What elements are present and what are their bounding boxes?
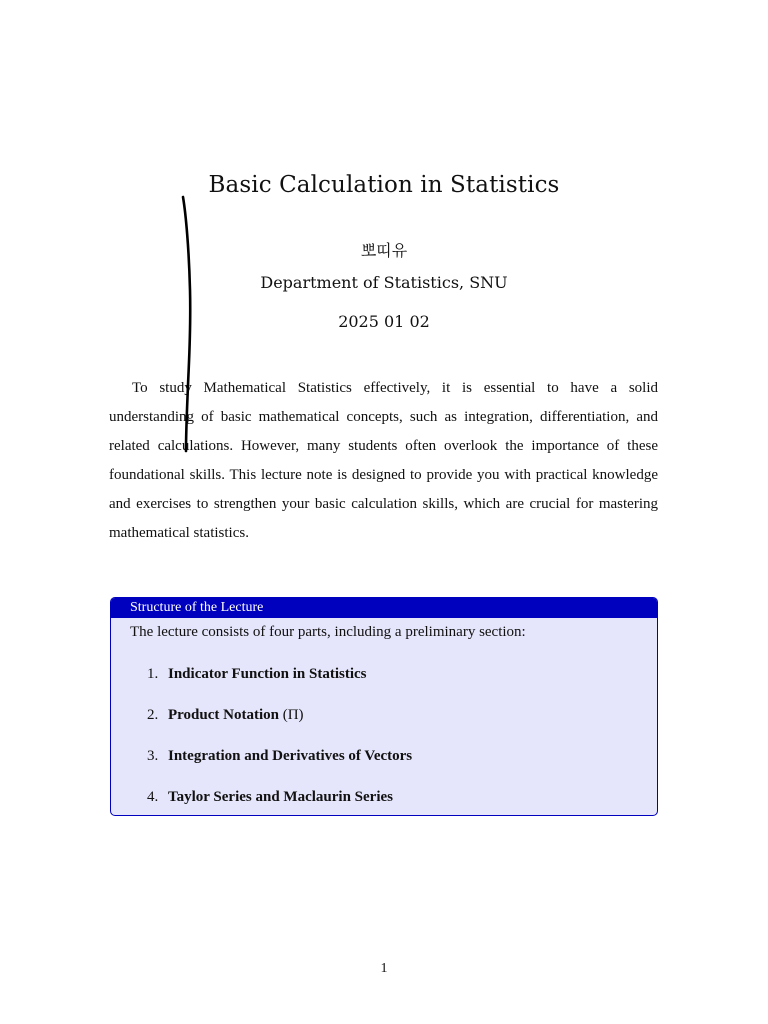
list-item-number: 4. (147, 789, 159, 805)
list-item-label: Taylor Series and Maclaurin Series (168, 789, 393, 805)
list-item-number: 3. (147, 748, 159, 764)
structure-box-header: Structure of the Lecture (111, 598, 657, 618)
list-item (147, 664, 412, 705)
page-number: 1 (380, 961, 388, 976)
list-item-label: Product Notation (168, 707, 279, 723)
structure-box (110, 597, 658, 816)
list-item-number: 2. (147, 707, 159, 723)
list-item-label: Indicator Function in Statistics (168, 666, 367, 682)
list-item-suffix: (Π) (278, 707, 304, 723)
author-name: 뽀띠유 (360, 241, 408, 260)
structure-box-intro: The lecture consists of four parts, including a preliminary section: (130, 624, 526, 640)
document-title: Basic Calculation in Statistics (208, 172, 560, 198)
list-item-number: 1. (147, 666, 159, 682)
list-item (147, 705, 412, 746)
list-item (147, 746, 412, 787)
list-item (147, 787, 412, 816)
list-item-label: Integration and Derivatives of Vectors (168, 748, 413, 764)
document-date: 2025 01 02 (338, 312, 430, 331)
structure-list (147, 664, 412, 816)
abstract-paragraph: To study Mathematical Statistics effectively, it is essential to have a solid understanding of basic mathematical concepts, such as integration, differentiation, and related calculations. However, many students often overlook the importance of these foundational skills. This lecture note is designed to provide you with practical knowledge and exercises to strengthen your basic calculation skills, which are crucial for mastering mathematical statistics. (109, 380, 658, 541)
department-name: Department of Statistics, SNU (260, 273, 508, 292)
